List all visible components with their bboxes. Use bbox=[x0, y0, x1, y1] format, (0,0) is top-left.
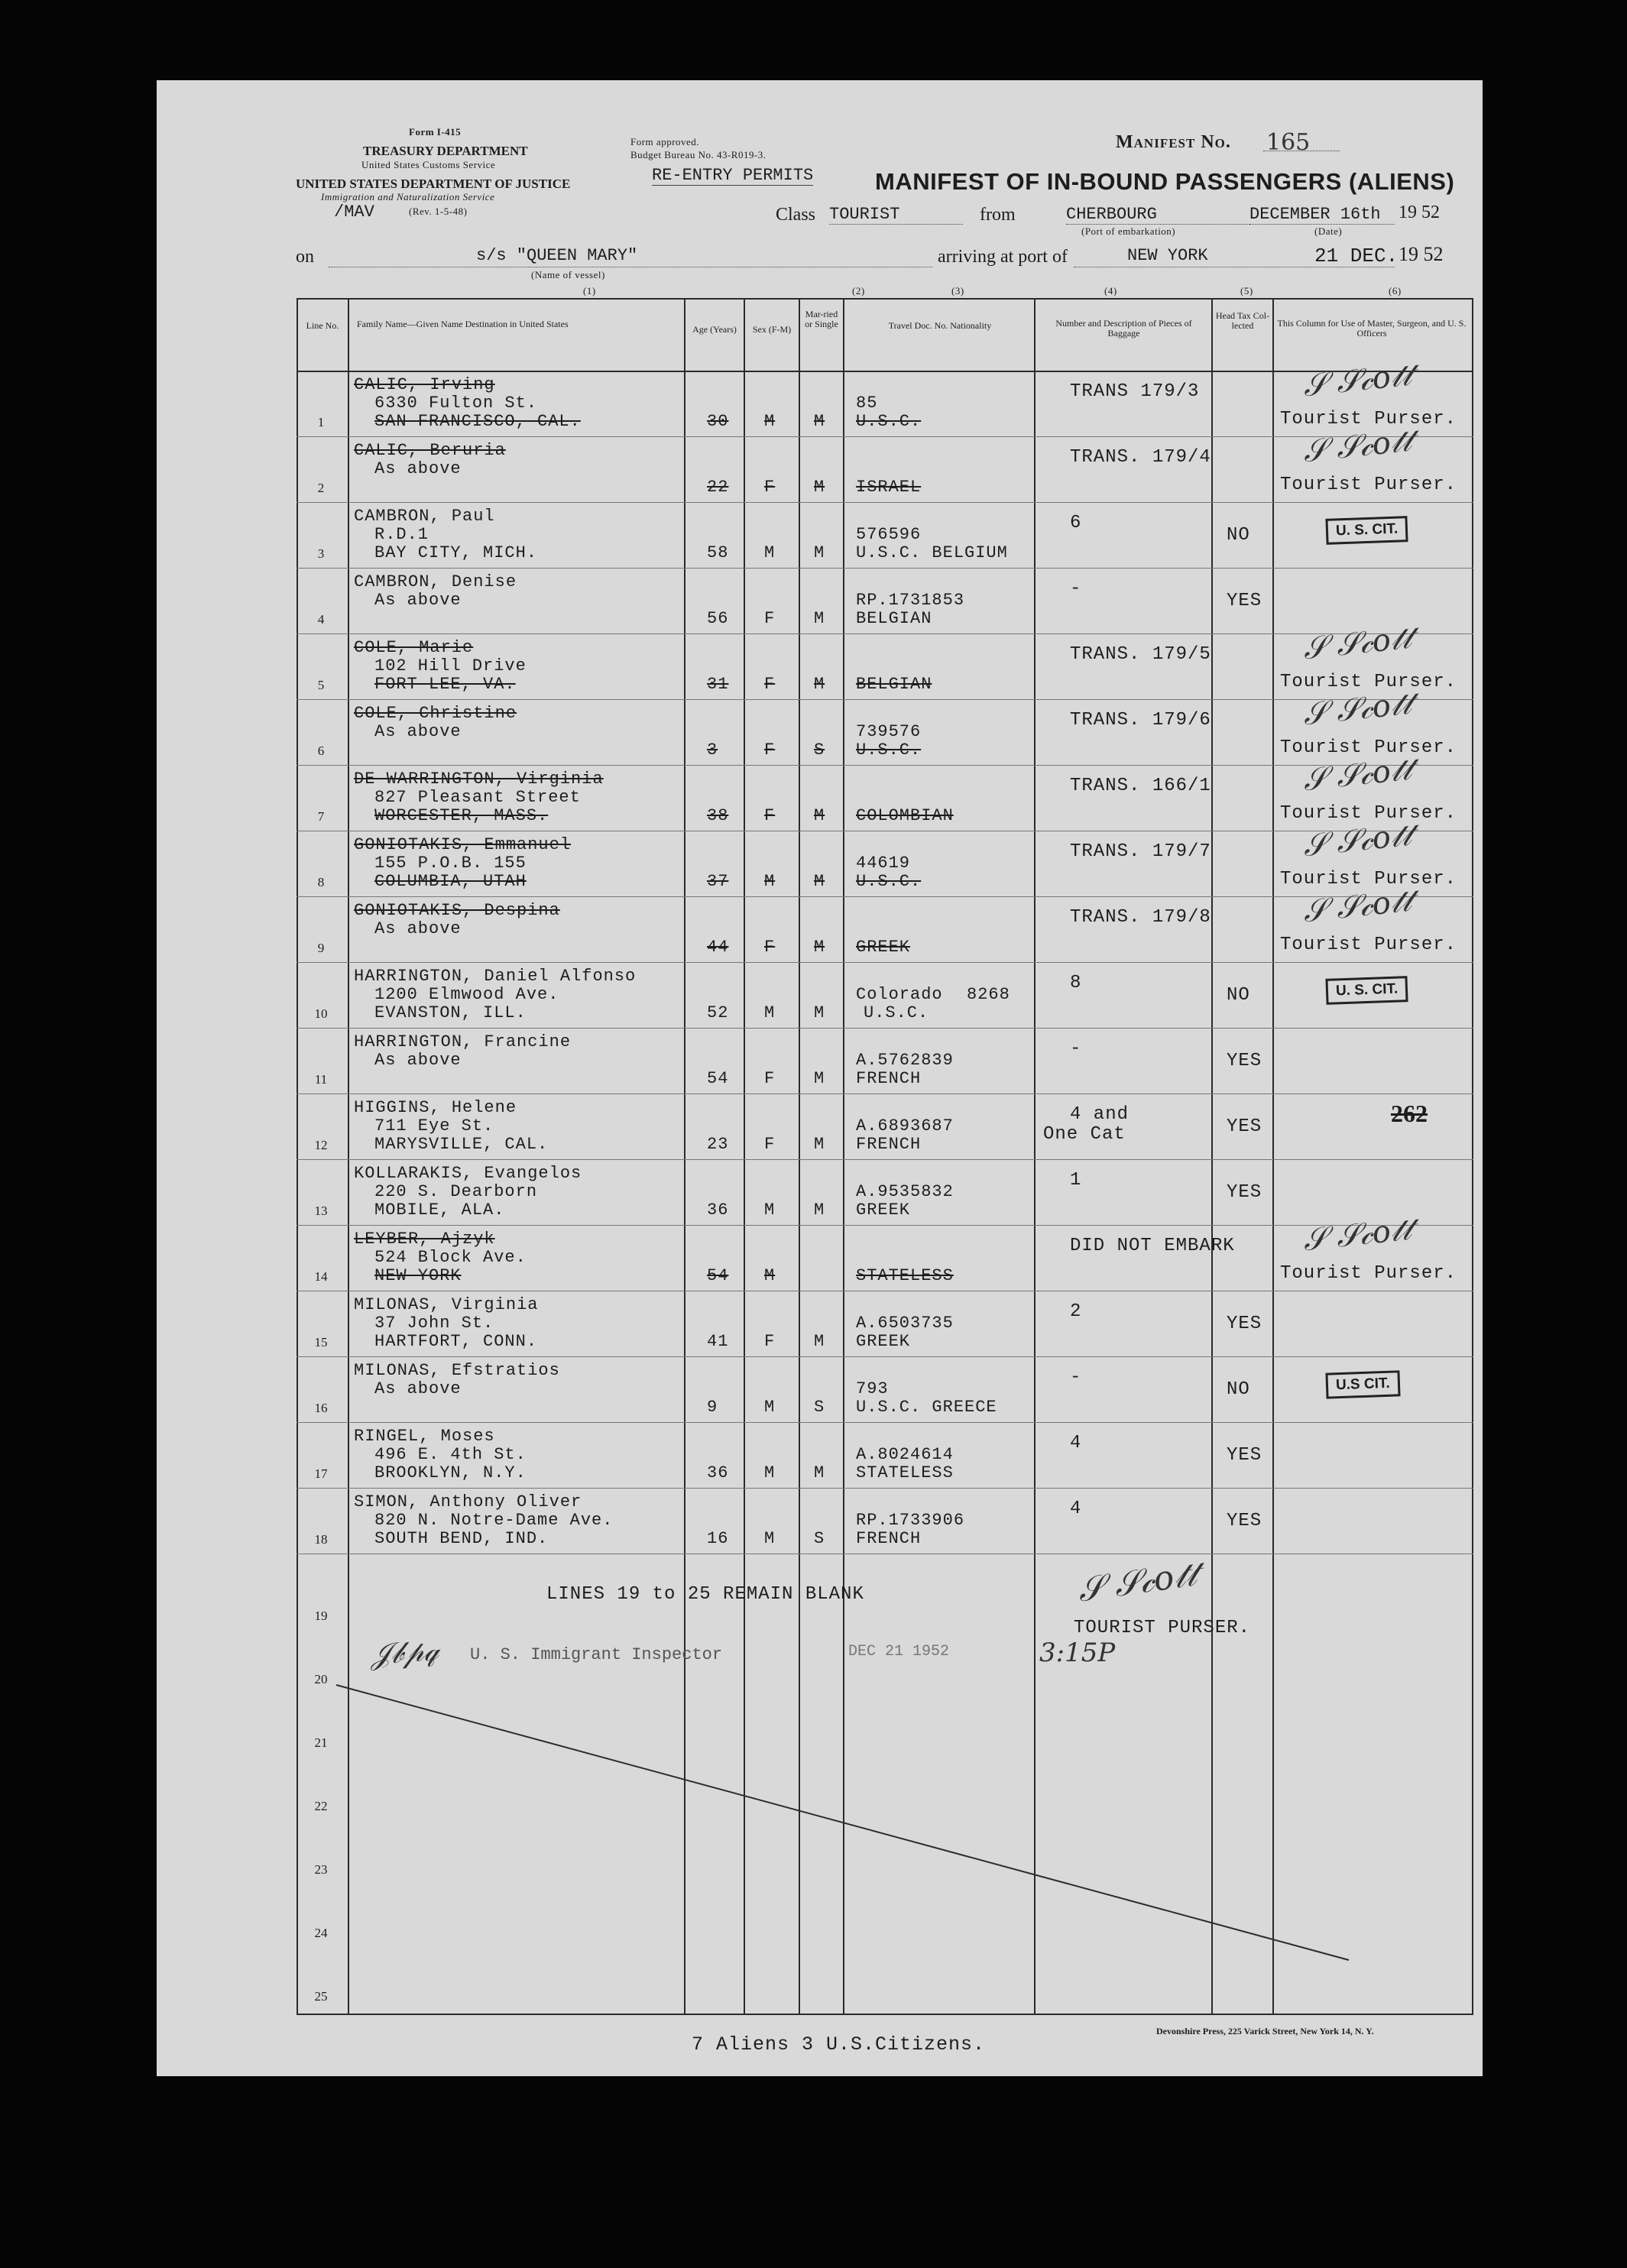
age-cell: 30 bbox=[707, 412, 729, 431]
nationality: U.S.C. bbox=[856, 412, 922, 431]
col-num-5: (5) bbox=[1240, 285, 1253, 296]
from-value: CHERBOURG bbox=[1066, 205, 1265, 225]
travel-doc-number: 576596 bbox=[856, 525, 922, 544]
sex-cell: F bbox=[764, 938, 776, 957]
purser-signature: 𝒮 𝒮𝒸𝑜𝓉𝓉 bbox=[1301, 751, 1414, 799]
head-tax-cell: YES bbox=[1227, 1511, 1262, 1531]
passenger-name: KOLLARAKIS, Evangelos bbox=[354, 1164, 582, 1183]
travel-doc-number: 44619 bbox=[856, 854, 911, 873]
address-line-1: 1200 Elmwood Ave. bbox=[374, 985, 559, 1004]
col-header-married: Mar-ried or Single bbox=[805, 309, 838, 329]
col-header-sex: Sex (F-M) bbox=[752, 324, 792, 335]
passenger-name: HARRINGTON, Daniel Alfonso bbox=[354, 967, 637, 986]
marital-cell: S bbox=[814, 1398, 825, 1417]
travel-doc-number: 85 bbox=[856, 394, 878, 413]
passenger-name: CALIC, Irving bbox=[354, 375, 495, 394]
class-label: Class bbox=[776, 205, 816, 225]
line-number: 1 bbox=[317, 415, 325, 429]
head-tax-cell: YES bbox=[1227, 1445, 1262, 1466]
sex-cell: M bbox=[764, 412, 776, 431]
address-line-2: SOUTH BEND, IND. bbox=[374, 1529, 549, 1548]
baggage-cell: TRANS 179/3 bbox=[1070, 381, 1200, 402]
passenger-name: CALIC, Beruria bbox=[354, 441, 506, 460]
age-cell: 31 bbox=[707, 675, 729, 694]
address-line-1: 524 Block Ave. bbox=[374, 1248, 527, 1267]
passenger-name: GONIOTAKIS, Emmanuel bbox=[354, 835, 572, 854]
head-tax-cell: NO bbox=[1227, 1379, 1250, 1400]
age-cell: 23 bbox=[707, 1135, 729, 1154]
manifest-title: MANIFEST OF IN-BOUND PASSENGERS (ALIENS) bbox=[875, 168, 1455, 195]
line-number: 15 bbox=[314, 1335, 328, 1349]
purser-signature: 𝒮 𝒮𝒸𝑜𝓉𝓉 bbox=[1301, 423, 1414, 470]
us-citizen-stamp: U. S. CIT. bbox=[1325, 976, 1408, 1005]
sex-cell: F bbox=[764, 609, 776, 628]
head-tax-cell: YES bbox=[1227, 1116, 1262, 1137]
travel-doc-number: RP.1733906 bbox=[856, 1511, 965, 1530]
col-num-6: (6) bbox=[1389, 285, 1402, 296]
marital-cell: M bbox=[814, 1200, 825, 1220]
address-line-2: MOBILE, ALA. bbox=[374, 1200, 505, 1220]
printer-credit: Devonshire Press, 225 Varick Street, New York 14, N. Y. bbox=[1156, 2026, 1374, 2036]
marital-cell: M bbox=[814, 609, 825, 628]
col-header-line: Line No. bbox=[306, 320, 339, 331]
sex-cell: M bbox=[764, 1200, 776, 1220]
manifest-no: 165 bbox=[1266, 129, 1311, 156]
line-number: 14 bbox=[314, 1269, 328, 1284]
line-number: 11 bbox=[314, 1072, 328, 1087]
line-number: 23 bbox=[314, 1862, 328, 1877]
nationality: BELGIAN bbox=[856, 609, 932, 628]
purser-note: Tourist Purser. bbox=[1280, 1263, 1457, 1284]
us-citizen-stamp: U. S. CIT. bbox=[1325, 516, 1408, 545]
date-stamp: DEC 21 1952 bbox=[848, 1643, 950, 1661]
nationality: U.S.C. bbox=[864, 1003, 929, 1022]
col-num-4: (4) bbox=[1104, 285, 1117, 296]
sex-cell: F bbox=[764, 1135, 776, 1154]
age-cell: 54 bbox=[707, 1069, 729, 1088]
marital-cell: M bbox=[814, 478, 825, 497]
address-line-1: R.D.1 bbox=[374, 525, 429, 544]
baggage-cell: - bbox=[1070, 1038, 1082, 1059]
head-tax-cell: YES bbox=[1227, 1051, 1262, 1071]
col-header-travel: Travel Doc. No. Nationality bbox=[888, 320, 992, 331]
age-cell: 36 bbox=[707, 1200, 729, 1220]
purser-signature: 𝒮 𝒮𝒸𝑜𝓉𝓉 bbox=[1301, 1211, 1414, 1259]
baggage-cell: 8 bbox=[1070, 973, 1082, 993]
passenger-name: LEYBER, Ajzyk bbox=[354, 1230, 495, 1249]
sex-cell: M bbox=[764, 1398, 776, 1417]
col-header-tax: Head Tax Col-lected bbox=[1215, 310, 1270, 331]
age-cell: 36 bbox=[707, 1463, 729, 1482]
arrival-year: 19 52 bbox=[1399, 243, 1444, 265]
col-num-3: (3) bbox=[951, 285, 964, 296]
address-line-1: 220 S. Dearborn bbox=[374, 1182, 538, 1201]
baggage-cell: 2 bbox=[1070, 1301, 1082, 1322]
passenger-name: DE WARRINGTON, Virginia bbox=[354, 770, 604, 789]
class-value: TOURIST bbox=[829, 205, 963, 225]
nationality: COLOMBIAN bbox=[856, 806, 954, 825]
marital-cell: M bbox=[814, 1332, 825, 1351]
purser-note: Tourist Purser. bbox=[1280, 869, 1457, 889]
sex-cell: M bbox=[764, 1529, 776, 1548]
baggage-cell: 4 bbox=[1070, 1433, 1082, 1453]
address-line-2: SAN FRANCISCO, CAL. bbox=[374, 412, 581, 431]
age-cell: 44 bbox=[707, 938, 729, 957]
approved-1: Form approved. bbox=[630, 136, 700, 147]
sex-cell: F bbox=[764, 1332, 776, 1351]
line-number: 4 bbox=[317, 612, 325, 627]
baggage-cell: TRANS. 179/4 bbox=[1070, 447, 1211, 468]
age-cell: 16 bbox=[707, 1529, 729, 1548]
treasury-dept: TREASURY DEPARTMENT bbox=[363, 144, 528, 158]
address-line-1: 155 P.O.B. 155 bbox=[374, 854, 527, 873]
baggage-cell: 6 bbox=[1070, 513, 1082, 533]
travel-doc-number: A.9535832 bbox=[856, 1182, 954, 1201]
address-line-1: 37 John St. bbox=[374, 1314, 494, 1333]
travel-doc-number: A.8024614 bbox=[856, 1445, 954, 1464]
address-line-2: EVANSTON, ILL. bbox=[374, 1003, 527, 1022]
line-number: 17 bbox=[314, 1466, 328, 1481]
travel-doc-number: A.6893687 bbox=[856, 1116, 954, 1136]
baggage-cell: TRANS. 179/6 bbox=[1070, 710, 1211, 731]
col-header-name: Family Name—Given Name Destination in United States bbox=[357, 319, 569, 329]
baggage-cell-2: One Cat bbox=[1043, 1124, 1126, 1145]
marital-cell: M bbox=[814, 938, 825, 957]
passenger-name: MILONAS, Virginia bbox=[354, 1295, 539, 1314]
passenger-name: COLE, Christine bbox=[354, 704, 517, 723]
nationality: STATELESS bbox=[856, 1463, 954, 1482]
nationality: ISRAEL bbox=[856, 478, 922, 497]
purser-signature: 𝒮 𝒮𝒸𝑜𝓉𝓉 bbox=[1301, 883, 1414, 930]
purser-note: Tourist Purser. bbox=[1280, 475, 1457, 495]
marital-cell: M bbox=[814, 1003, 825, 1022]
purser-note: Tourist Purser. bbox=[1280, 737, 1457, 758]
age-cell: 37 bbox=[707, 872, 729, 891]
baggage-cell: 1 bbox=[1070, 1170, 1082, 1191]
col-header-officers: This Column for Use of Master, Surgeon, and U. S. Officers bbox=[1277, 318, 1467, 339]
nationality: BELGIAN bbox=[856, 675, 932, 694]
address-line-2: COLUMBIA, UTAH bbox=[374, 872, 527, 891]
sex-cell: F bbox=[764, 675, 776, 694]
address-line-1: As above bbox=[374, 591, 462, 610]
revision: (Rev. 1-5-48) bbox=[409, 206, 468, 217]
nationality: FRENCH bbox=[856, 1069, 922, 1088]
approved-2: Budget Bureau No. 43-R019-3. bbox=[630, 149, 767, 160]
marital-cell: S bbox=[814, 1529, 825, 1548]
age-cell: 52 bbox=[707, 1003, 729, 1022]
address-line-1: 102 Hill Drive bbox=[374, 656, 527, 676]
age-cell: 41 bbox=[707, 1332, 729, 1351]
line-number: 24 bbox=[314, 1926, 328, 1940]
age-cell: 9 bbox=[707, 1398, 718, 1417]
head-tax-cell: YES bbox=[1227, 591, 1262, 611]
marital-cell: M bbox=[814, 412, 825, 431]
age-cell: 54 bbox=[707, 1266, 729, 1285]
travel-doc-number: 793 bbox=[856, 1379, 889, 1398]
vessel-caption: (Name of vessel) bbox=[531, 269, 605, 280]
time-note: 3:15P bbox=[1039, 1638, 1116, 1668]
reentry-permits: RE-ENTRY PERMITS bbox=[652, 166, 814, 185]
address-line-1: As above bbox=[374, 919, 462, 938]
marital-cell: M bbox=[814, 872, 825, 891]
marital-cell: M bbox=[814, 543, 825, 562]
baggage-cell: TRANS. 179/8 bbox=[1070, 907, 1211, 928]
address-line-2: HARTFORT, CONN. bbox=[374, 1332, 538, 1351]
purser-note: Tourist Purser. bbox=[1280, 672, 1457, 692]
marital-cell: M bbox=[814, 1069, 825, 1088]
nationality: U.S.C. bbox=[856, 740, 922, 760]
travel-doc-number: Colorado bbox=[856, 985, 943, 1004]
sex-cell: F bbox=[764, 478, 776, 497]
purser-note: Tourist Purser. bbox=[1280, 409, 1457, 429]
sex-cell: M bbox=[764, 1003, 776, 1022]
date-caption: (Date) bbox=[1314, 225, 1343, 237]
form-number: Form I-415 bbox=[409, 126, 462, 138]
marital-cell: M bbox=[814, 1135, 825, 1154]
line-number: 9 bbox=[317, 941, 325, 955]
line-number: 2 bbox=[317, 481, 325, 495]
baggage-cell: TRANS. 179/5 bbox=[1070, 644, 1211, 665]
address-line-1: 496 E. 4th St. bbox=[374, 1445, 527, 1464]
head-tax-cell: YES bbox=[1227, 1314, 1262, 1334]
justice-dept: UNITED STATES DEPARTMENT OF JUSTICE bbox=[296, 177, 571, 191]
head-tax-cell: NO bbox=[1227, 985, 1250, 1006]
line-number: 19 bbox=[314, 1609, 328, 1623]
baggage-cell: - bbox=[1070, 1367, 1082, 1388]
line-number: 20 bbox=[314, 1672, 328, 1686]
purser-note: Tourist Purser. bbox=[1280, 803, 1457, 824]
vessel-name: s/s "QUEEN MARY" bbox=[476, 246, 638, 265]
manifest-sheet bbox=[157, 80, 1483, 2076]
line-number: 5 bbox=[317, 678, 325, 692]
from-label: from bbox=[980, 205, 1016, 225]
travel-doc-number: RP.1731853 bbox=[856, 591, 965, 610]
col-num-2: (2) bbox=[852, 285, 865, 296]
age-cell: 58 bbox=[707, 543, 729, 562]
address-line-1: 6330 Fulton St. bbox=[374, 394, 538, 413]
baggage-cell: 4 and bbox=[1070, 1104, 1130, 1125]
marital-cell: M bbox=[814, 675, 825, 694]
passenger-name: CAMBRON, Denise bbox=[354, 572, 517, 591]
address-line-2: WORCESTER, MASS. bbox=[374, 806, 549, 825]
purser-signature: 𝒮 𝒮𝒸𝑜𝓉𝓉 bbox=[1301, 685, 1414, 733]
inspector-label: U. S. Immigrant Inspector bbox=[470, 1645, 723, 1664]
initials: /MAV bbox=[334, 202, 374, 222]
address-line-1: 711 Eye St. bbox=[374, 1116, 494, 1136]
purser-signature: 𝒮 𝒮𝒸𝑜𝓉𝓉 bbox=[1301, 620, 1414, 667]
passenger-name: MILONAS, Efstratios bbox=[354, 1361, 560, 1380]
passenger-name: SIMON, Anthony Oliver bbox=[354, 1492, 582, 1511]
line-number: 6 bbox=[317, 744, 325, 758]
travel-doc-number: A.6503735 bbox=[856, 1314, 954, 1333]
age-cell: 3 bbox=[707, 740, 718, 760]
address-line-1: 827 Pleasant Street bbox=[374, 788, 581, 807]
purser-signature: 𝒮 𝒮𝒸𝑜𝓉𝓉 bbox=[1301, 357, 1414, 404]
age-cell: 38 bbox=[707, 806, 729, 825]
line-number: 12 bbox=[314, 1138, 328, 1152]
purser-note: Tourist Purser. bbox=[1280, 935, 1457, 955]
address-line-1: As above bbox=[374, 1051, 462, 1070]
passenger-name: HARRINGTON, Francine bbox=[354, 1032, 572, 1051]
travel-doc-number: 739576 bbox=[856, 722, 922, 741]
address-line-2: MARYSVILLE, CAL. bbox=[374, 1135, 549, 1154]
marital-cell: S bbox=[814, 740, 825, 760]
passenger-name: RINGEL, Moses bbox=[354, 1427, 495, 1446]
line-number: 13 bbox=[314, 1204, 328, 1218]
nationality: FRENCH bbox=[856, 1529, 922, 1548]
purser-signature: 𝒮 𝒮𝒸𝑜𝓉𝓉 bbox=[1301, 817, 1414, 864]
sex-cell: M bbox=[764, 1463, 776, 1482]
travel-doc-number-2: 8268 bbox=[967, 985, 1010, 1004]
sex-cell: F bbox=[764, 806, 776, 825]
passenger-name: CAMBRON, Paul bbox=[354, 507, 495, 526]
customs-service: United States Customs Service bbox=[361, 159, 496, 170]
marital-cell: M bbox=[814, 806, 825, 825]
us-citizen-stamp: U.S CIT. bbox=[1325, 1370, 1400, 1398]
sex-cell: M bbox=[764, 543, 776, 562]
nationality: GREEK bbox=[856, 938, 911, 957]
marital-cell: M bbox=[814, 1463, 825, 1482]
manifest-no-label: Manifest No. bbox=[1116, 132, 1231, 152]
sex-cell: M bbox=[764, 872, 776, 891]
line-number: 22 bbox=[314, 1799, 328, 1813]
purser-signature: 𝒮 𝒮𝒸𝑜𝓉𝓉 bbox=[1075, 1554, 1199, 1610]
remain-blank-note: LINES 19 to 25 REMAIN BLANK bbox=[546, 1584, 864, 1605]
address-line-2: NEW YORK bbox=[374, 1266, 462, 1285]
baggage-cell: 4 bbox=[1070, 1498, 1082, 1519]
line-number: 8 bbox=[317, 875, 325, 889]
date-value: DECEMBER 16th bbox=[1249, 205, 1395, 225]
col-num-1: (1) bbox=[583, 285, 596, 296]
age-cell: 22 bbox=[707, 478, 729, 497]
baggage-cell: TRANS. 166/1 bbox=[1070, 776, 1211, 796]
col-header-baggage: Number and Description of Pieces of Baggage bbox=[1055, 318, 1192, 339]
nationality: GREEK bbox=[856, 1200, 911, 1220]
arrival-date: 21 DEC. bbox=[1314, 245, 1399, 267]
address-line-1: As above bbox=[374, 722, 462, 741]
line-number: 7 bbox=[317, 809, 325, 824]
diagonal-cancel-line bbox=[157, 80, 1483, 2076]
head-tax-cell: YES bbox=[1227, 1182, 1262, 1203]
age-cell: 56 bbox=[707, 609, 729, 628]
travel-doc-number: A.5762839 bbox=[856, 1051, 954, 1070]
sex-cell: M bbox=[764, 1266, 776, 1285]
arriving-label: arriving at port of bbox=[938, 247, 1068, 267]
on-label: on bbox=[296, 247, 314, 267]
date-year: 19 52 bbox=[1399, 202, 1440, 222]
line-number: 10 bbox=[314, 1006, 328, 1021]
ins-label: Immigration and Naturalization Service bbox=[321, 191, 495, 202]
nationality: U.S.C. GREECE bbox=[856, 1398, 997, 1417]
address-line-1: As above bbox=[374, 1379, 462, 1398]
sex-cell: F bbox=[764, 740, 776, 760]
nationality: U.S.C. BELGIUM bbox=[856, 543, 1008, 562]
address-line-1: As above bbox=[374, 459, 462, 478]
baggage-cell: TRANS. 179/7 bbox=[1070, 841, 1211, 862]
baggage-cell: DID NOT EMBARK bbox=[1070, 1236, 1235, 1256]
address-line-1: 820 N. Notre-Dame Ave. bbox=[374, 1511, 614, 1530]
address-line-2: FORT LEE, VA. bbox=[374, 675, 516, 694]
line-number: 3 bbox=[317, 546, 325, 561]
line-number: 21 bbox=[314, 1735, 328, 1750]
sex-cell: F bbox=[764, 1069, 776, 1088]
totals: 7 Aliens 3 U.S.Citizens. bbox=[692, 2033, 986, 2056]
passenger-name: HIGGINS, Helene bbox=[354, 1098, 517, 1117]
nationality: STATELESS bbox=[856, 1266, 954, 1285]
from-caption: (Port of embarkation) bbox=[1081, 225, 1176, 237]
officer-note: 262 bbox=[1391, 1100, 1428, 1127]
baggage-cell: - bbox=[1070, 578, 1082, 599]
passenger-name: COLE, Marie bbox=[354, 638, 474, 657]
nationality: FRENCH bbox=[856, 1135, 922, 1154]
purser-signature-label: TOURIST PURSER. bbox=[1074, 1618, 1251, 1638]
line-number: 16 bbox=[314, 1401, 328, 1415]
col-header-age: Age (Years) bbox=[692, 324, 737, 335]
nationality: GREEK bbox=[856, 1332, 911, 1351]
inspector-initials: 𝒥𝒷𝓅𝓆 bbox=[369, 1632, 440, 1672]
line-number: 25 bbox=[314, 1989, 328, 2004]
head-tax-cell: NO bbox=[1227, 525, 1250, 546]
arrival-port: NEW YORK bbox=[1127, 246, 1208, 265]
address-line-2: BROOKLYN, N.Y. bbox=[374, 1463, 527, 1482]
nationality: U.S.C. bbox=[856, 872, 922, 891]
address-line-2: BAY CITY, MICH. bbox=[374, 543, 538, 562]
line-number: 18 bbox=[314, 1532, 328, 1547]
passenger-name: GONIOTAKIS, Despina bbox=[354, 901, 560, 920]
